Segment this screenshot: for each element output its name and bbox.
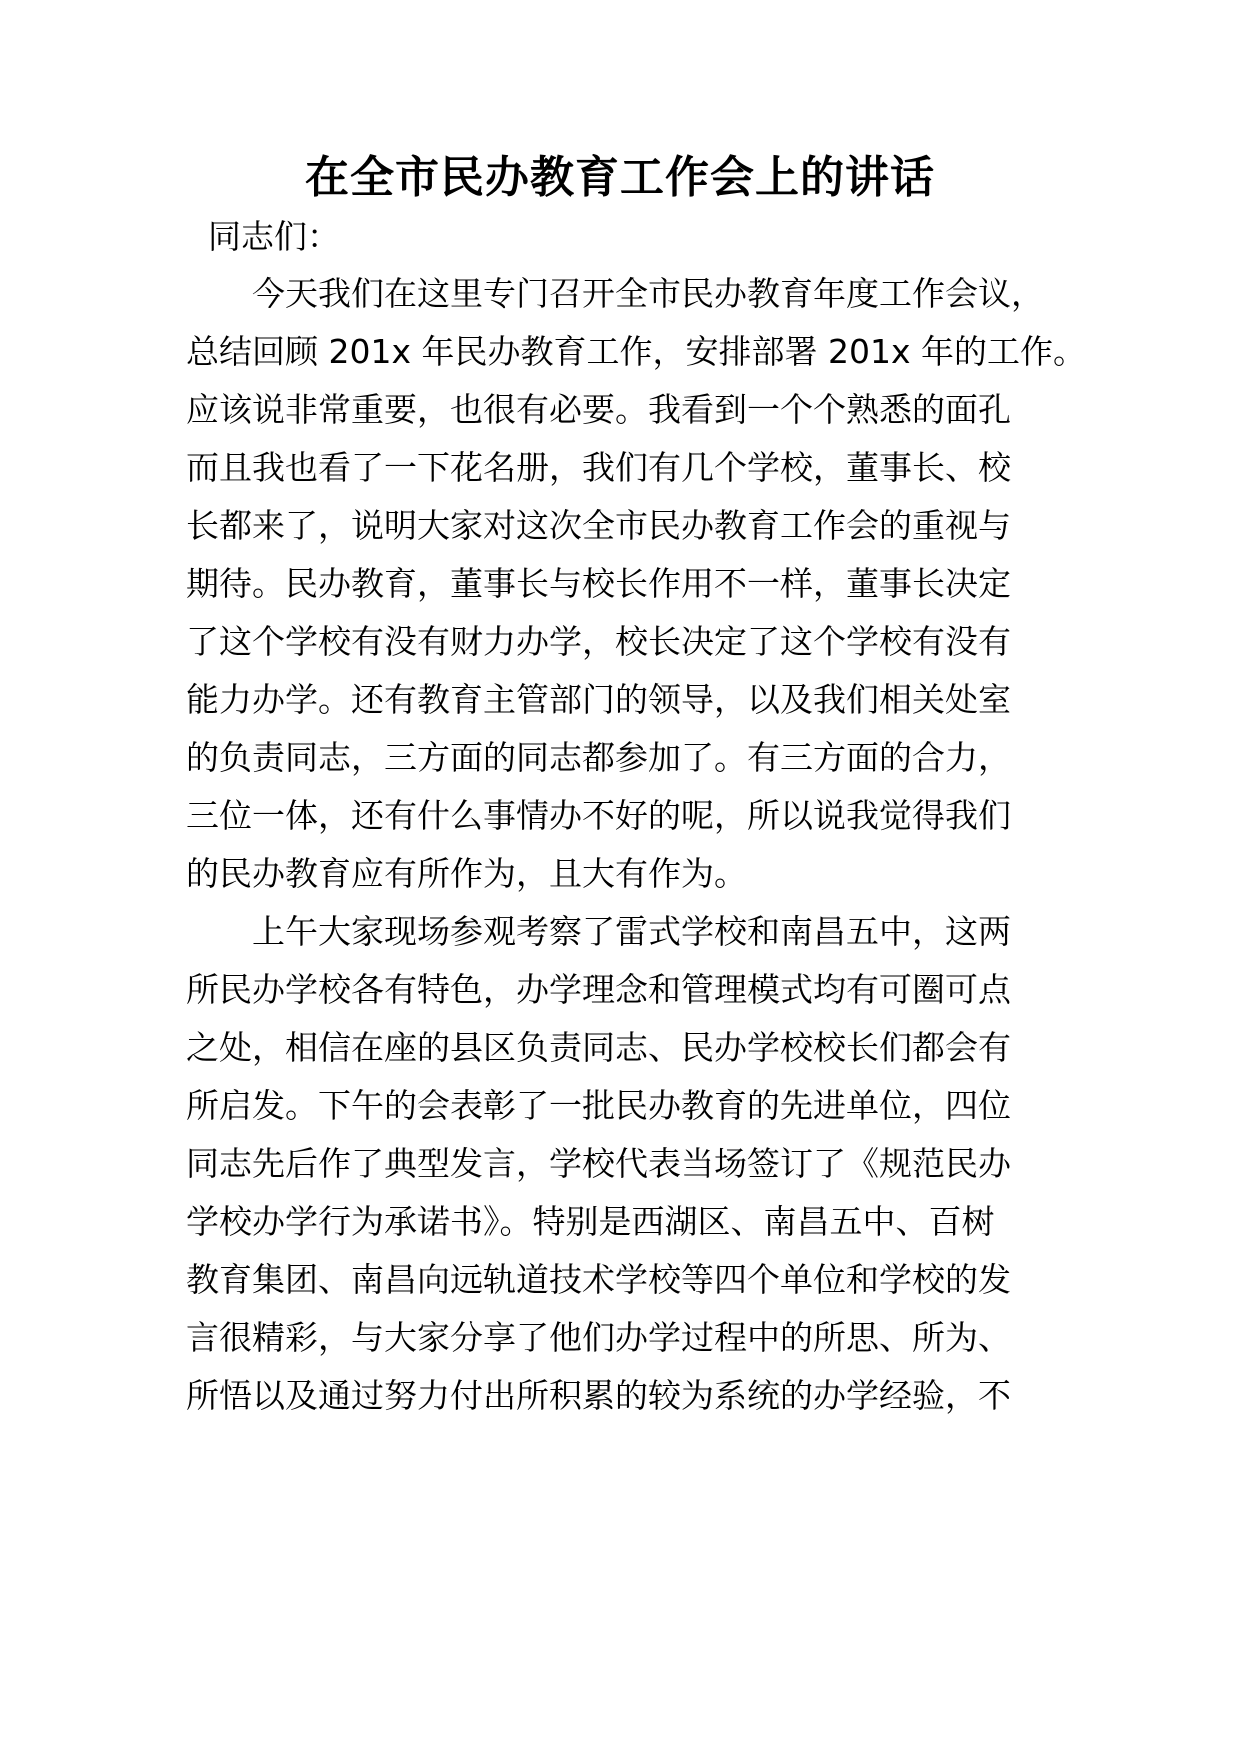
- paragraph-line: 今天我们在这里专门召开全市民办教育年度工作会议，: [252, 274, 1044, 313]
- paragraph-line: 学校办学行为承诺书》。特别是西湖区、南昌五中、百树: [186, 1202, 995, 1241]
- paragraph-line: 应该说非常重要，也很有必要。我看到一个个熟悉的面孔: [186, 390, 1011, 429]
- paragraph-line: 了这个学校有没有财力办学，校长决定了这个学校有没有: [186, 622, 1011, 661]
- paragraph-line: 之处，相信在座的县区负责同志、民办学校校长们都会有: [186, 1028, 1011, 1067]
- paragraph-line: 三位一体，还有什么事情办不好的呢，所以说我觉得我们: [186, 796, 1011, 835]
- salutation: 同志们：: [208, 217, 340, 256]
- paragraph-line: 长都来了，说明大家对这次全市民办教育工作会的重视与: [186, 506, 1011, 545]
- paragraph-line: 所悟以及通过努力付出所积累的较为系统的办学经验，不: [186, 1376, 1011, 1415]
- paragraph-line: 所启发。下午的会表彰了一批民办教育的先进单位，四位: [186, 1086, 1011, 1125]
- paragraph-line: 总结回顾 201x 年民办教育工作，安排部署 201x 年的工作。: [186, 332, 1086, 371]
- paragraph-line: 言很精彩，与大家分享了他们办学过程中的所思、所为、: [186, 1318, 1011, 1357]
- paragraph-line: 能力办学。还有教育主管部门的领导，以及我们相关处室: [186, 680, 1011, 719]
- paragraph-line: 的负责同志，三方面的同志都参加了。有三方面的合力，: [186, 738, 1011, 777]
- paragraph-line: 同志先后作了典型发言，学校代表当场签订了《规范民办: [186, 1144, 1011, 1183]
- paragraph-line: 所民办学校各有特色，办学理念和管理模式均有可圈可点: [186, 970, 1011, 1009]
- paragraph-line: 期待。民办教育，董事长与校长作用不一样，董事长决定: [186, 564, 1011, 603]
- paragraph-line: 而且我也看了一下花名册，我们有几个学校，董事长、校: [186, 448, 1011, 487]
- document-title: 在全市民办教育工作会上的讲话: [305, 152, 935, 203]
- paragraph-line: 上午大家现场参观考察了雷式学校和南昌五中，这两: [252, 912, 1011, 951]
- paragraph-line: 教育集团、南昌向远轨道技术学校等四个单位和学校的发: [186, 1260, 1011, 1299]
- paragraph-line: 的民办教育应有所作为，且大有作为。: [186, 854, 747, 893]
